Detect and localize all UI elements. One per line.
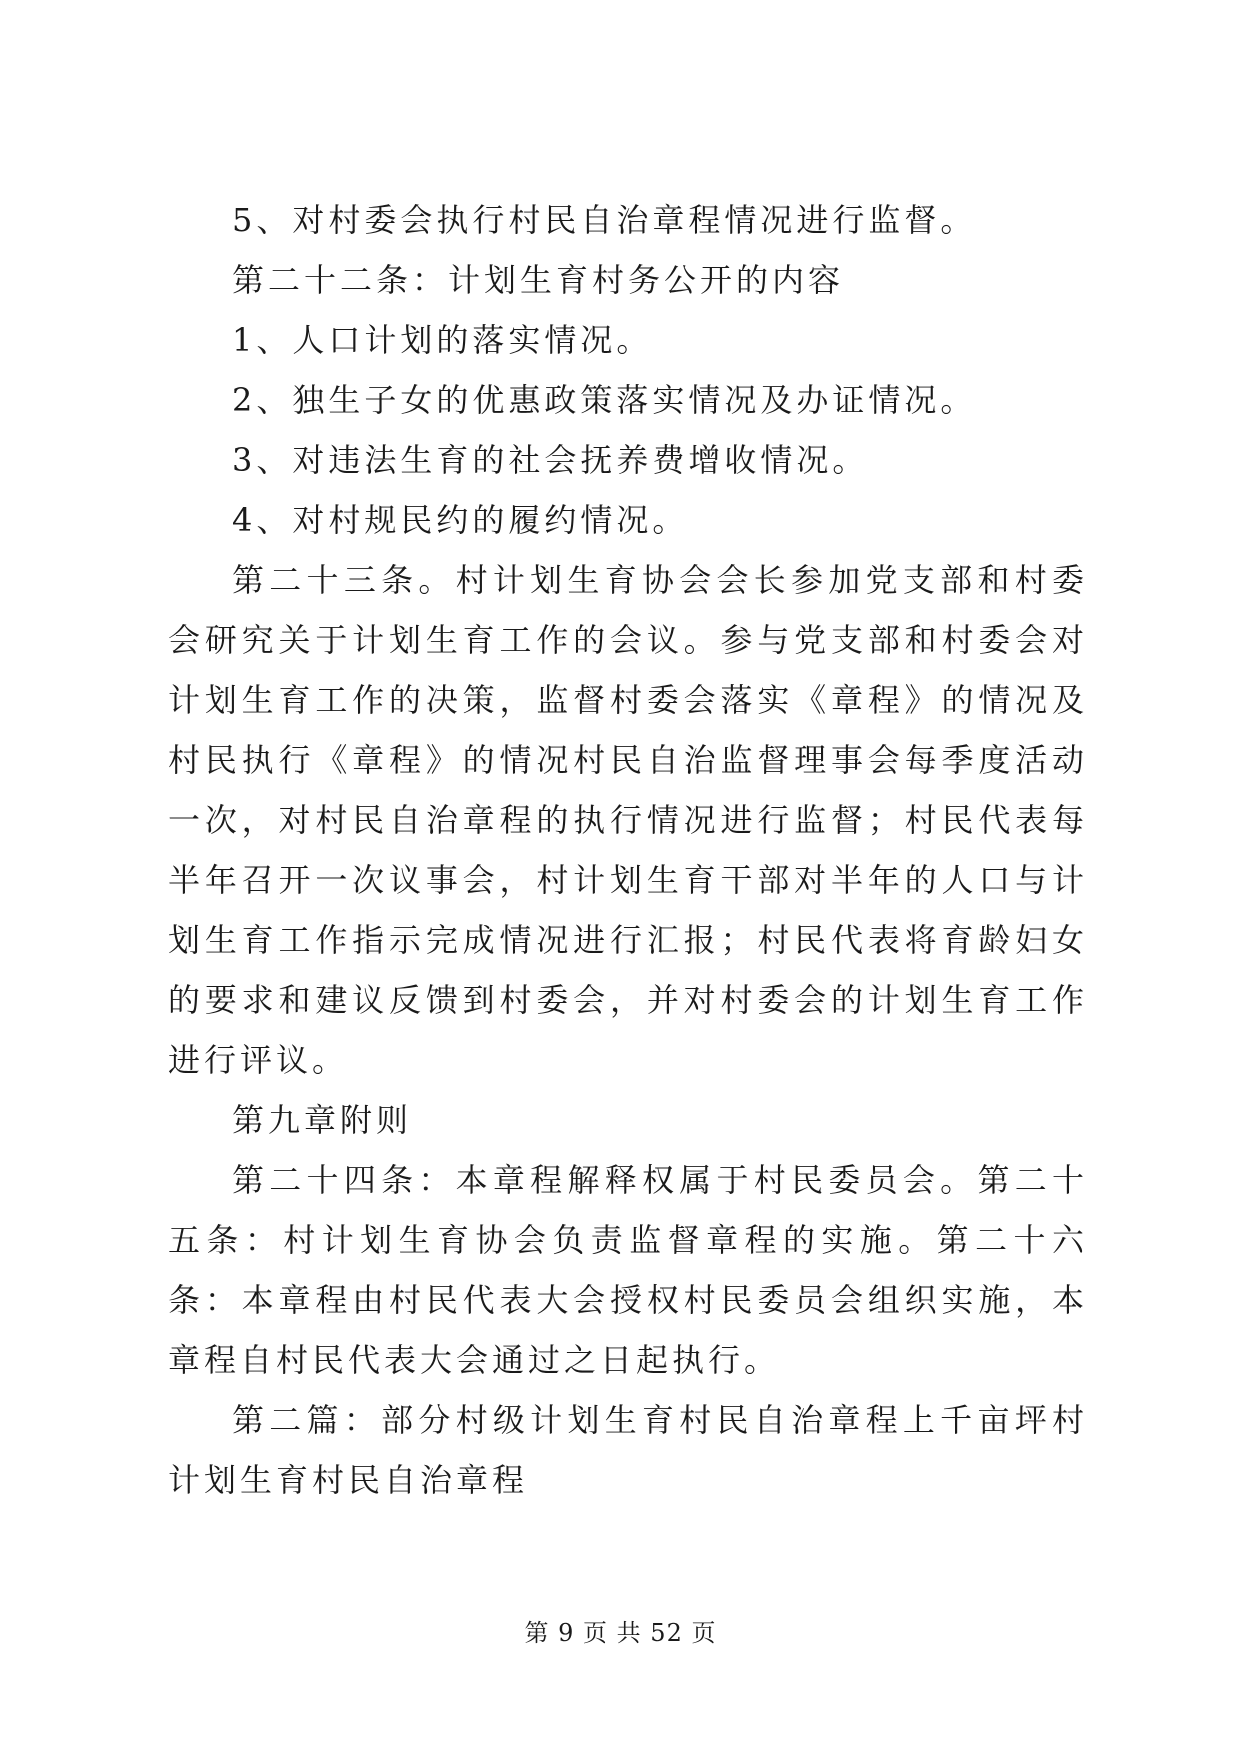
paragraph-item-5: 5、对村委会执行村民自治章程情况进行监督。: [232, 201, 977, 239]
article-23-paragraph: 第二十三条。村计划生育协会会长参加党支部和村委会研究关于计划生育工作的会议。参与党支部和村委会对计划生育工作的决策，监督村委会落实《章程》的情况及村民执行《章程》的情况村民自治监督理事会每季度活动一次，对村民自治章程的执行情况进行监督；村民代表每半年召开一次议事会，村计划生育干部对半年的人口与计划生育工作指示完成情况进行汇报；村民代表将育龄妇女的要求和建议反馈到村委会，并对村委会的计划生育工作进行评议。: [168, 561, 1088, 1079]
page-footer: 第 9 页 共 52 页: [524, 1619, 717, 1647]
paragraph-item-3: 3、对违法生育的社会抚养费增收情况。: [232, 441, 869, 479]
article-22-heading: 第二十二条：计划生育村务公开的内容: [232, 261, 845, 299]
paragraph-item-4: 4、对村规民约的履约情况。: [232, 501, 689, 539]
paragraph-item-2: 2、独生子女的优惠政策落实情况及办证情况。: [232, 381, 977, 419]
document-body: [168, 190, 1088, 1510]
part-2-title-paragraph: 第二篇：部分村级计划生育村民自治章程上千亩坪村计划生育村民自治章程: [168, 1401, 1088, 1499]
articles-24-26-paragraph: 第二十四条：本章程解释权属于村民委员会。第二十五条：村计划生育协会负责监督章程的实施。第二十六条：本章程由村民代表大会授权村民委员会组织实施，本章程自村民代表大会通过之日起执行。: [168, 1161, 1088, 1379]
chapter-9-heading: 第九章附则: [232, 1101, 413, 1139]
paragraph-item-1: 1、人口计划的落实情况。: [232, 321, 653, 359]
